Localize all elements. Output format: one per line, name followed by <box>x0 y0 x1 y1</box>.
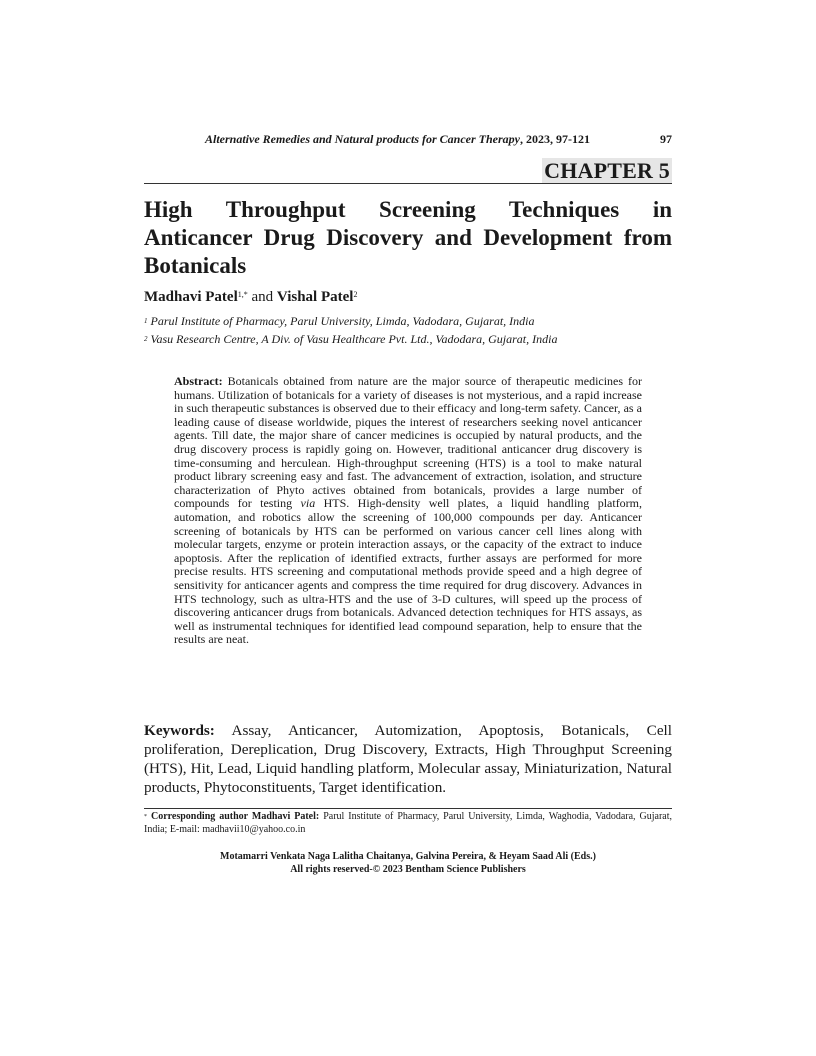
abstract-italic: via <box>300 496 316 511</box>
affiliation-number: 2 <box>144 335 148 343</box>
author-name: Madhavi Patel <box>144 289 238 305</box>
affiliation-number: 1 <box>144 317 148 325</box>
journal-citation <box>205 132 590 147</box>
chapter-label: CHAPTER 5 <box>544 158 670 183</box>
keywords-text: Assay, Anticancer, Automization, Apoptosis, Botanicals, Cell proliferation, Dereplication, Drug Discovery, Extracts, High Throughput Screening (HTS), Hit, Lead, Liquid handling platform, Molecular assay, Miniaturization, Natural products, Phytoconstituents, Target identification. <box>144 722 672 796</box>
editors-line: Motamarri Venkata Naga Lalitha Chaitanya, Galvina Pereira, & Heyam Saad Ali (Eds.) <box>220 851 596 862</box>
chapter-title: High Throughput Screening Techniques in Anticancer Drug Discovery and Development from Botanicals <box>144 197 672 278</box>
abstract <box>174 375 642 647</box>
editors-block <box>144 851 672 876</box>
page-number: 97 <box>660 132 672 146</box>
journal-year-pages: , 2023, 97-121 <box>520 132 590 146</box>
footnote-marker: * <box>144 814 147 820</box>
running-header <box>144 132 672 148</box>
abstract-text: Botanicals obtained from nature are the major source of therapeutic medicines for humans. Utilization of botanicals for a variety of diseases is not mysterious, and a rapid increase in such therapeutic substances is observed due to their efficacy and long-term safety. Cancer, as a leading cause of disease worldwide, piques the interest of researchers seeking novel anticancer agents. Till date, the major share of cancer medicines is occupied by natural products, and the drug discovery process is rapidly going on. However, traditional anticancer drug discovery is time-consuming and herculean. High-throughput screening (HTS) is a tool to make natural product library screening easy and fast. The advancement of extraction, isolation, and structure characterization of Phyto actives obtained from botanicals, provides a large number of compounds for testing <box>174 374 643 511</box>
affiliation <box>144 313 535 329</box>
affiliation-text: Vasu Research Centre, A Div. of Vasu Healthcare Pvt. Ltd., Vadodara, Gujarat, India <box>150 332 558 346</box>
affiliation <box>144 331 557 347</box>
chapter-divider <box>144 183 672 184</box>
copyright-line: All rights reserved-© 2023 Bentham Science Publishers <box>290 863 526 875</box>
keywords-label: Keywords: <box>144 722 215 739</box>
footnote-divider <box>144 808 672 809</box>
abstract-text: HTS. High-density well plates, a liquid handling platform, automation, and robotics allow the screening of 100,000 compounds per day. Anticancer screening of botanicals by HTS can be performed on various cancer cell lines along with molecular targets, enzyme or protein interaction assays, or the capacity of the extract to induce apoptosis. After the replication of identified extracts, further assays are performed for more precise results. HTS screening and computational methods provide speed and a high degree of sensitivity for anticancer agents and compress the time required for drug discovery. Advances in HTS technology, such as ultra-HTS and the use of 3-D cultures, will speed up the process of discovering anticancer drugs from botanicals. Advanced detection techniques for HTS assays, as well as instrumental techniques for identified lead compound separation, help to ensure that the results are neat. <box>174 496 643 647</box>
author-name: Vishal Patel <box>276 289 354 305</box>
footnote-text: Parul Institute of Pharmacy, Parul University, Limda, Waghodia, Vadodara, Gujarat, India; E-mail: madhavii10@yahoo.co.in <box>144 811 673 835</box>
author-superscript: 1,* <box>237 290 248 299</box>
author-conjunction: and <box>251 289 274 305</box>
keywords <box>144 721 672 797</box>
footnote-label: Corresponding author Madhavi Patel: <box>150 811 320 822</box>
journal-title: Alternative Remedies and Natural products for Cancer Therapy <box>205 132 520 146</box>
footnote <box>144 811 672 836</box>
abstract-label: Abstract: <box>174 374 223 388</box>
affiliation-text: Parul Institute of Pharmacy, Parul University, Limda, Vadodara, Gujarat, India <box>150 314 535 328</box>
author-superscript: 2 <box>353 290 358 299</box>
author-line <box>144 287 357 307</box>
